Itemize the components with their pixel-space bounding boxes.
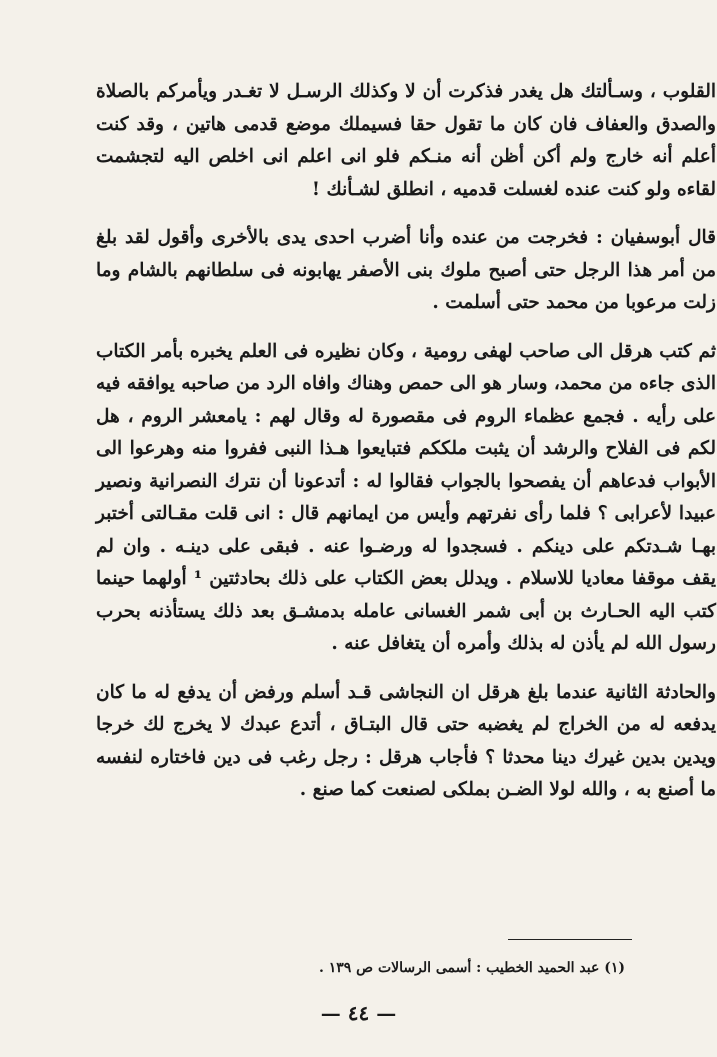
footnote-divider xyxy=(508,939,632,940)
paragraph-4: والحادثة الثانية عندما بلغ هرقل ان النجاشى قـد أسلم ورفض أن يدفع له ما كان يدفعه له من الخراج لم يغضبه حتى قال البتـاق ، أتدع عبدك لا يخرج لك خرجا ويدين بدين غيرك دينا محدثا ؟ فأجاب هرقل : رجل رغب فى دين فاختاره لنفسه ما أصنع به ، والله لولا الضـن بملكى لصنعت كما صنع . xyxy=(96,681,716,800)
main-text xyxy=(96,76,716,807)
paragraph-1: القلوب ، وسـألتك هل يغدر فذكرت أن لا وكذلك الرسـل لا تغـدر ويأمركم بالصلاة والصدق والعفاف فان كان ما تقول حقا فسيملك موضع قدمى هاتين ، وقد كنت أعلم أنه خارج ولم أكن أظن أنه منـكم فلو انى اعلم انى اخلص اليه لتجشمت لقاءه ولو كنت عنده لغسلت قدميه ، انطلق لشـأنك ! xyxy=(96,81,716,200)
paragraph-2: قال أبوسفيان : فخرجت من عنده وأنا أضرب احدى يدى بالأخرى وأقول لقد بلغ من أمر هذا الرجل حتى أصبح ملوك بنى الأصفر يهابونه فى سلطانهم بالشام وما زلت مرعوبا من محمد حتى أسلمت . xyxy=(96,227,716,313)
paragraph-3: ثم كتب هرقل الى صاحب لهفى رومية ، وكان نظيره فى العلم يخبره بأمر الكتاب الذى جاءه من محمد، وسار هو الى حمص وهناك وافاه الرد من صاحبه يوافقه فيه على رأيه . فجمع عظماء الروم فى مقصورة له وقال لهم : يامعشر الروم ، هل لكم فى الفلاح والرشد أن يثبت ملككم فتبايعوا هـذا النبى ففروا منه وهرعوا الى الأبواب فدعاهم أن يفصحوا بالجواب فقالوا له : أتدعونا أن نترك النصرانية ونصير عبيدا لأعرابى ؟ فلما رأى نفرتهم وأيس من ايمانهم قال : انى قلت مقـالتى أختبر بهـا شـدتكم على دينكم . فسجدوا له ورضـوا عنه . فبقى على دينـه . وان لم يقف موقفا معاديا للاسلام . ويدلل بعض الكتاب على ذلك بحادثتين ¹ أولهما حينما كتب اليه الحـارث بن أبى شمر الغسانى عامله بدمشـق بعد ذلك يستأذنه بحرب رسول الله لم يأذن له بذلك وأمره أن يتغافل عنه . xyxy=(96,340,716,654)
page-number: — ٤٤ — xyxy=(320,1001,397,1025)
footnote: (١) عبد الحميد الخطيب : أسمى الرسالات ص ١٣٩ . xyxy=(318,960,625,976)
